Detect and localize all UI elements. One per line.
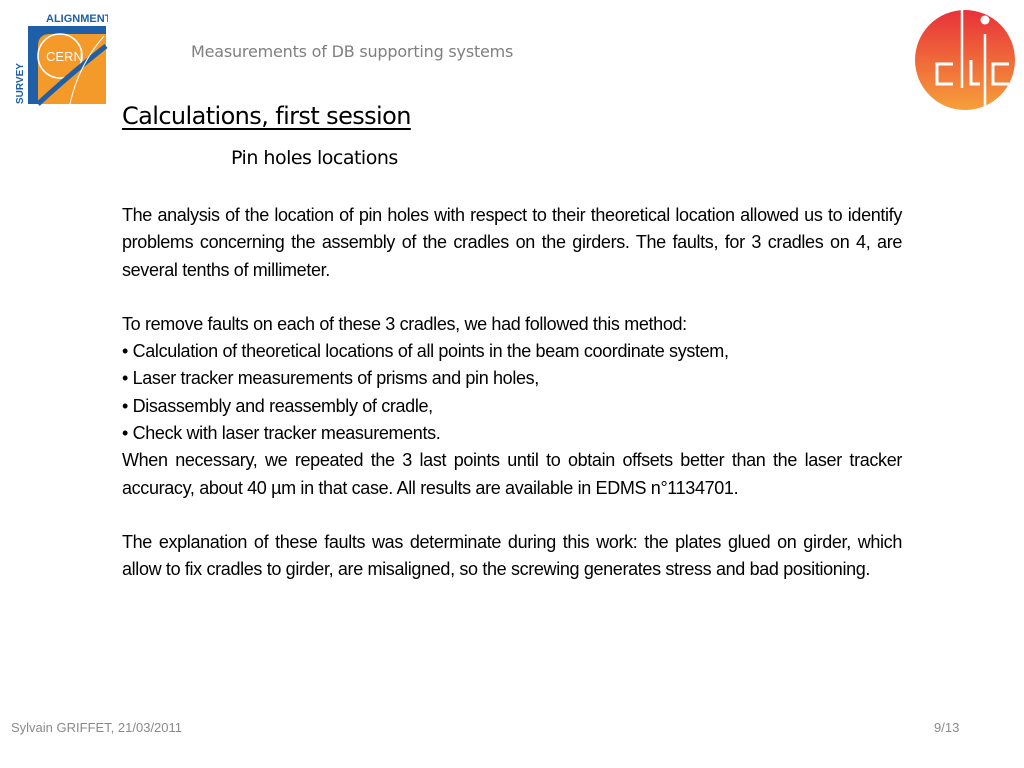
logo-cern-text: CERN bbox=[46, 49, 83, 64]
slide-subtitle: Pin holes locations bbox=[231, 147, 398, 169]
footer-author-date: Sylvain GRIFFET, 21/03/2011 bbox=[11, 720, 183, 735]
logo-alignment-text: ALIGNMENT bbox=[46, 13, 108, 25]
bullet-item: • Laser tracker measurements of prisms and pin holes, bbox=[122, 365, 902, 392]
bullet-item: • Calculation of theoretical locations of all points in the beam coordinate system, bbox=[122, 338, 902, 365]
bullet-item: • Disassembly and reassembly of cradle, bbox=[122, 393, 902, 420]
paragraph-method-intro: To remove faults on each of these 3 cradles, we had followed this method: bbox=[122, 313, 687, 334]
survey-alignment-cern-logo bbox=[8, 6, 108, 106]
page-number: 9/13 bbox=[934, 720, 960, 735]
paragraph-repeat: When necessary, we repeated the 3 last points until to obtain offsets better than the laser tracker accuracy, about 40 µm in that case. All results are available in EDMS n°1134701. bbox=[122, 450, 902, 498]
clic-logo bbox=[911, 4, 1019, 112]
logo-survey-text: SURVEY bbox=[15, 63, 26, 104]
presentation-title: Measurements of DB supporting systems bbox=[191, 42, 514, 61]
paragraph-analysis: The analysis of the location of pin holes with respect to their theoretical location allowed us to identify problems concerning the assembly of the cradles on the girders. The faults, for 3 cradles on 4, are several tenths of millimeter. bbox=[122, 205, 902, 280]
slide-title: Calculations, first session bbox=[122, 102, 411, 130]
bullet-item: • Check with laser tracker measurements. bbox=[122, 420, 902, 447]
slide-body bbox=[122, 202, 902, 584]
paragraph-conclusion: The explanation of these faults was determinate during this work: the plates glued on girder, which allow to fix cradles to girder, are misaligned, so the screwing generates stress and bad positioning. bbox=[122, 531, 902, 580]
